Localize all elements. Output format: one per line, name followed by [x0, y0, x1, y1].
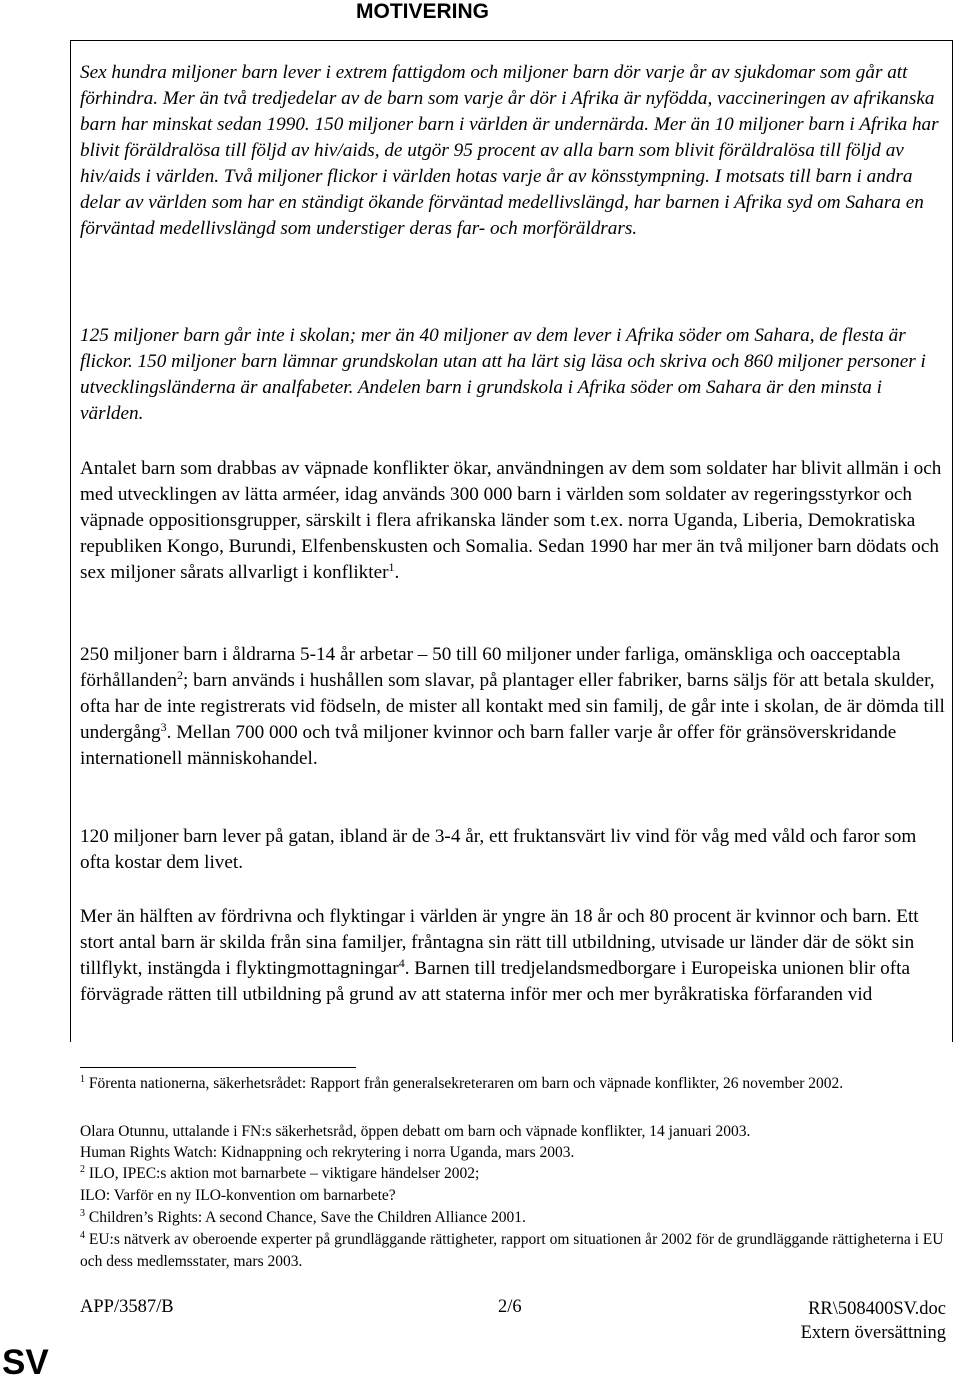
footnote-1: $^1$ Förenta nationerna, säkerhetsrådet: Rapport från generalsekreteraren om barn och väpnade konflikter, 26 november 2002.	[80, 1074, 844, 1092]
paragraph-child-poverty: Sex hundra miljoner barn lever i extrem fattigdom och miljoner barn dör varje år av sjukdomar som går att förhindra. Mer än två tredjedelar av de barn som varje år dör i Afrika är nyfödda, vaccineringen av afrikanska barn har minskat sedan 1990. 150 miljoner barn i världen är undernärda. Mer än 10 miljoner barn i Afrika har blivit föräldralösa till följd av hiv/aids, de utgör 95 procent av alla barn som blivit föräldralösa till följd av hiv/aids i världen. Två miljoner flickor i världen hotas varje år av könsstympning. I motsats till barn i andra delar av världen som har en ständigt ökande förväntad medellivslängd, har barnen i Afrika syd om Sahara en förväntad medellivslängd som understiger deras far- och morföräldrars.	[80, 62, 939, 239]
document-reference: APP/3587/B	[80, 1297, 174, 1317]
file-info	[801, 1297, 946, 1345]
page-footer	[80, 1297, 946, 1341]
paragraph-child-labour: 250 miljoner barn i åldrarna 5-14 år arbetar – 50 till 60 miljoner under farliga, omänskliga och oacceptabla förhållanden$^2$; barn används i hushållen som slavar, på plantager eller fabriker, barns säljs för att betala skulder, ofta har de inte registrerats vid födseln, de mister all kontakt med sin familj, de går inte i skolan, de är dömda till undergång$^3$. Mellan 700 000 och två miljoner kvinnor och barn faller varje år offer för gränsöverskridande internationell människohandel.	[80, 644, 945, 769]
paragraph-refugees: Mer än hälften av fördrivna och flyktingar i världen är yngre än 18 år och 80 procent är kvinnor och barn. Ett stort antal barn är skilda från sina familjer, fråntagna sin rätt till utbildning, utvisade ur länder där de sökt sin tillflykt, instängda i flyktingmottagningar$^4$. Barnen till tredjelandsmedborgare i Europeiska unionen blir ofta förvägrade rätten till utbildning på grund av att staterna inför mer och mer byråkratiska förfaranden vid	[80, 906, 919, 1005]
footnote-1-continued: Olara Otunnu, uttalande i FN:s säkerhetsråd, öppen debatt om barn och väpnade konflikter, 14 januari 2003.	[80, 1123, 751, 1140]
translation-note: Extern översättning	[800, 1323, 946, 1343]
footnote-ref-2[interactable]: 2	[176, 668, 183, 682]
page-title: MOTIVERING	[356, 0, 490, 23]
paragraph-street-children: 120 miljoner barn lever på gatan, ibland är de 3-4 år, ett fruktansvärt liv vind för våg med våld och faror som ofta kostar dem livet.	[80, 826, 917, 873]
footnote-ref-4[interactable]: 4	[398, 956, 405, 970]
page-number: 2/6	[498, 1297, 522, 1317]
footnote-separator	[80, 1067, 356, 1068]
file-name: RR\508400SV.doc	[808, 1299, 946, 1319]
paragraph-education: 125 miljoner barn går inte i skolan; mer än 40 miljoner av dem lever i Afrika söder om Sahara, de flesta är flickor. 150 miljoner barn lämnar grundskolan utan att ha lärt sig läsa och skriva och 860 miljoner personer i utvecklingsländerna är analfabeter. Andelen barn i grundskola i Afrika söder om Sahara är den minsta i världen.	[80, 325, 926, 424]
footnote-3: $^3$ Children’s Rights: A second Chance, Save the Children Alliance 2001.	[80, 1208, 526, 1226]
language-code: SV	[2, 1343, 49, 1382]
footnote-2: $^2$ ILO, IPEC:s aktion mot barnarbete – viktigare händelser 2002;	[80, 1164, 480, 1182]
footnote-ref-3[interactable]: 3	[160, 720, 167, 734]
paragraph-armed-conflicts: Antalet barn som drabbas av väpnade konflikter ökar, användningen av dem som soldater har blivit allmän i och med utvecklingen av lätta arméer, idag används 300 000 barn i världen som soldater av regeringsstyrkor och väpnade oppositionsgrupper, särskilt i flera afrikanska länder som t.ex. norra Uganda, Liberia, Demokratiska republiken Kongo, Burundi, Elfenbenskusten och Somalia. Sedan 1990 har mer än två miljoner barn dödats och sex miljoner sårats allvarligt i konflikter$^1$.	[80, 458, 942, 583]
footnote-4: $^4$ EU:s nätverk av oberoende experter på grundläggande rättigheter, rapport om situationen år 2002 för de grundläggande rättigheterna i EU och dess medlemsstater, mars 2003.	[80, 1230, 944, 1270]
footnote-ref-1[interactable]: 1	[388, 560, 395, 574]
footnote-2-continued: ILO: Varför en ny ILO-konvention om barnarbete?	[80, 1187, 396, 1204]
footnote-1-continued: Human Rights Watch: Kidnappning och rekrytering i norra Uganda, mars 2003.	[80, 1144, 575, 1161]
